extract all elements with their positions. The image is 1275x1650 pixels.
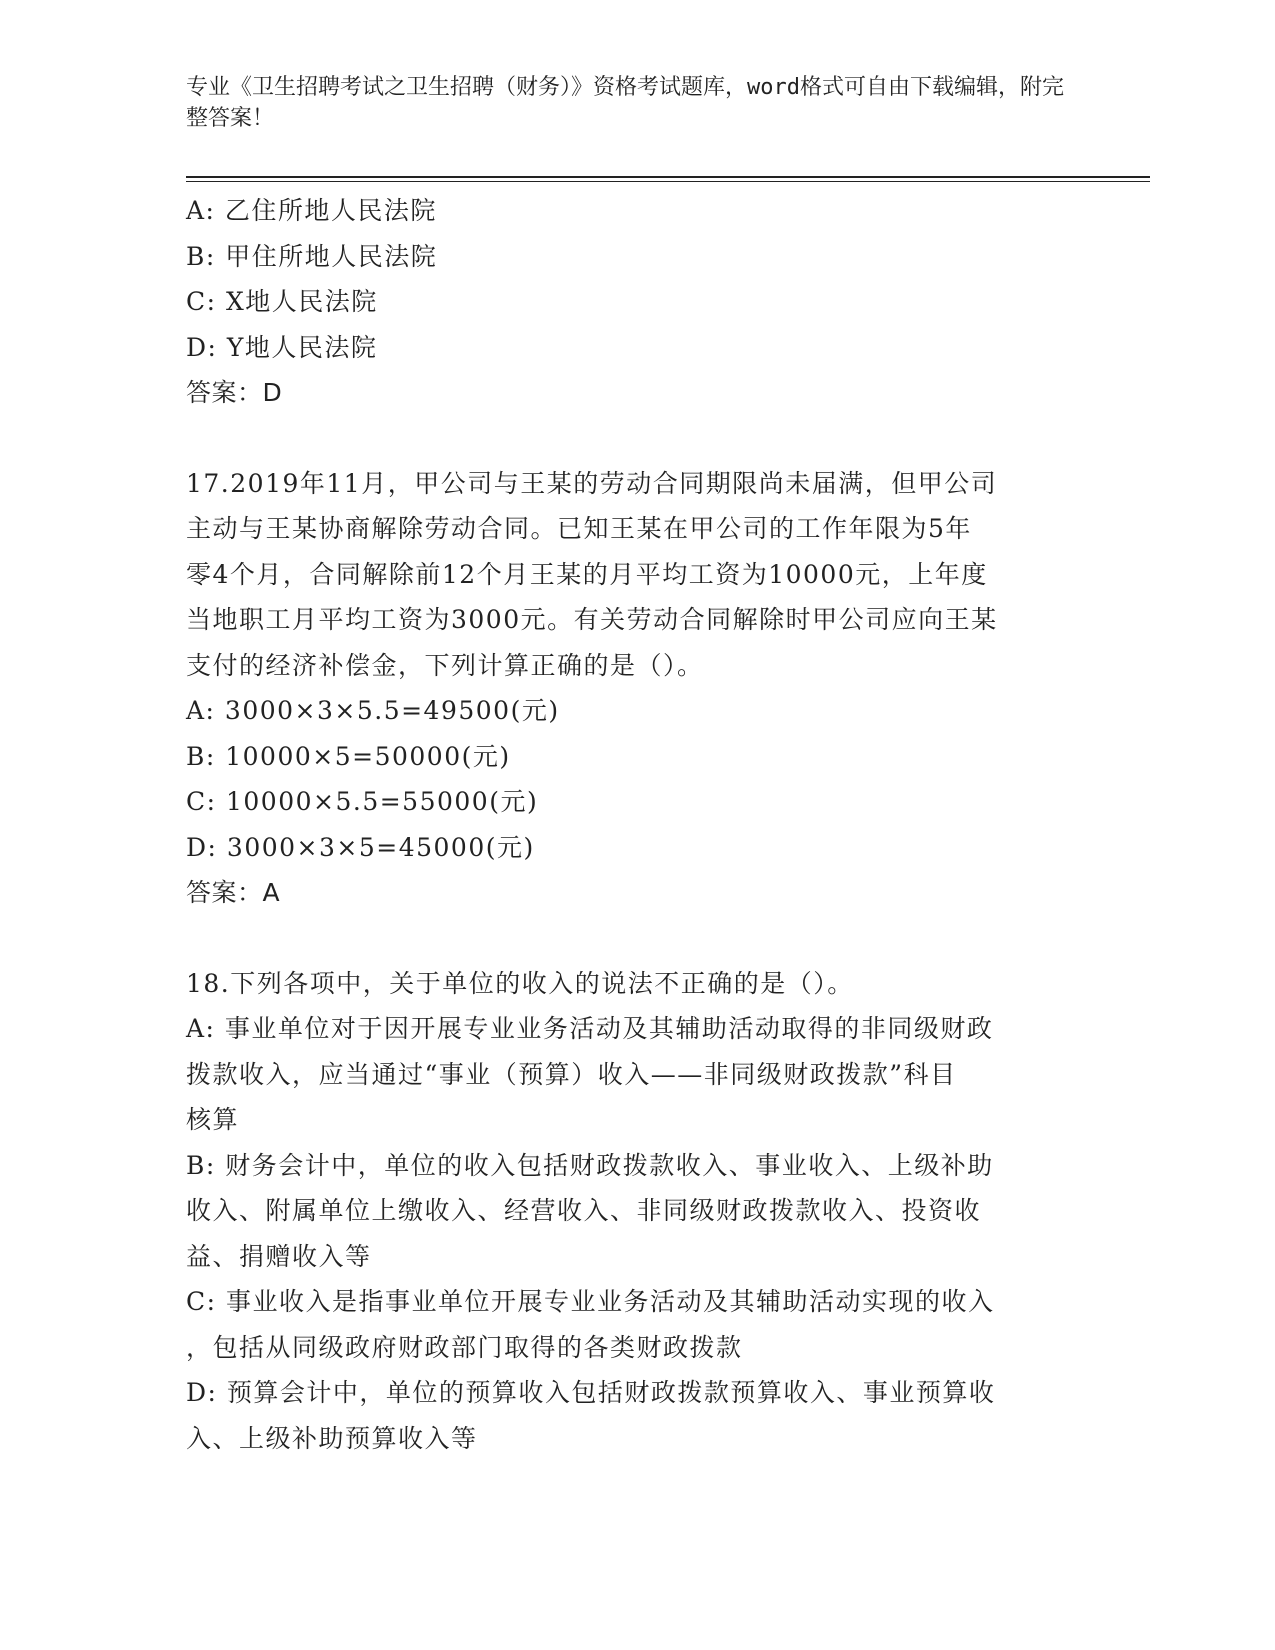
q18-option-d-line-2: 入、上级补助预算收入等 — [186, 1423, 478, 1453]
q17-option-c: C: 10000×5.5=55000(元) — [186, 787, 539, 816]
q18-option-c-line-1: C: 事业收入是指事业单位开展专业业务活动及其辅助活动实现的收入 — [186, 1287, 995, 1316]
spacer — [186, 916, 1071, 961]
q16-option-a: A: 乙住所地人民法院 — [186, 196, 437, 225]
q17-text-line-3: 零4个月，合同解除前12个月王某的月平均工资为10000元，上年度 — [186, 559, 988, 589]
q18-question: 18.下列各项中，关于单位的收入的说法不正确的是（）。 — [186, 968, 854, 998]
document-body — [186, 188, 1071, 1461]
q18-option-d-line-1: D: 预算会计中，单位的预算收入包括财政拨款预算收入、事业预算收 — [186, 1378, 996, 1407]
q16-option-d: D: Y地人民法院 — [186, 332, 378, 362]
q18-option-a-line-3: 核算 — [186, 1105, 240, 1134]
q16-answer: 答案：D — [186, 378, 283, 407]
q17-option-b: B: 10000×5=50000(元) — [186, 741, 511, 771]
q18-option-b-line-1: B: 财务会计中，单位的收入包括财政拨款收入、事业收入、上级补助 — [186, 1150, 994, 1180]
q16-option-c: C: X地人民法院 — [186, 287, 378, 316]
header-divider-thick — [186, 176, 1150, 178]
q17-option-a: A: 3000×3×5.5=49500(元) — [186, 696, 560, 725]
q17-answer: 答案：A — [186, 878, 281, 907]
q18-option-a-line-1: A: 事业单位对于因开展专业业务活动及其辅助活动取得的非同级财政 — [186, 1014, 994, 1043]
q18-option-b-line-3: 益、捐赠收入等 — [186, 1241, 372, 1271]
question-16 — [186, 188, 1071, 416]
page-header: 专业《卫生招聘考试之卫生招聘（财务）》资格考试题库，word格式可自由下载编辑，附完整答案！ — [186, 75, 1064, 131]
q17-text-line-1: 17.2019年11月，甲公司与王某的劳动合同期限尚未届满，但甲公司 — [186, 468, 998, 498]
header-divider-thin — [186, 181, 1150, 182]
q16-option-b: B: 甲住所地人民法院 — [186, 241, 438, 271]
q18-option-c-line-2: ，包括从同级政府财政部门取得的各类财政拨款 — [186, 1332, 743, 1362]
q17-text-line-5: 支付的经济补偿金，下列计算正确的是（）。 — [186, 650, 704, 680]
question-17 — [186, 461, 1071, 916]
question-18 — [186, 961, 1071, 1462]
q18-option-b-line-2: 收入、附属单位上缴收入、经营收入、非同级财政拨款收入、投资收 — [186, 1196, 982, 1225]
q17-text-line-4: 当地职工月平均工资为3000元。有关劳动合同解除时甲公司应向王某 — [186, 605, 998, 634]
q18-option-a-line-2: 拨款收入，应当通过“事业（预算）收入——非同级财政拨款”科目 — [186, 1059, 957, 1089]
q17-option-d: D: 3000×3×5=45000(元) — [186, 832, 535, 862]
spacer — [186, 416, 1071, 461]
q17-text-line-2: 主动与王某协商解除劳动合同。已知王某在甲公司的工作年限为5年 — [186, 514, 972, 543]
